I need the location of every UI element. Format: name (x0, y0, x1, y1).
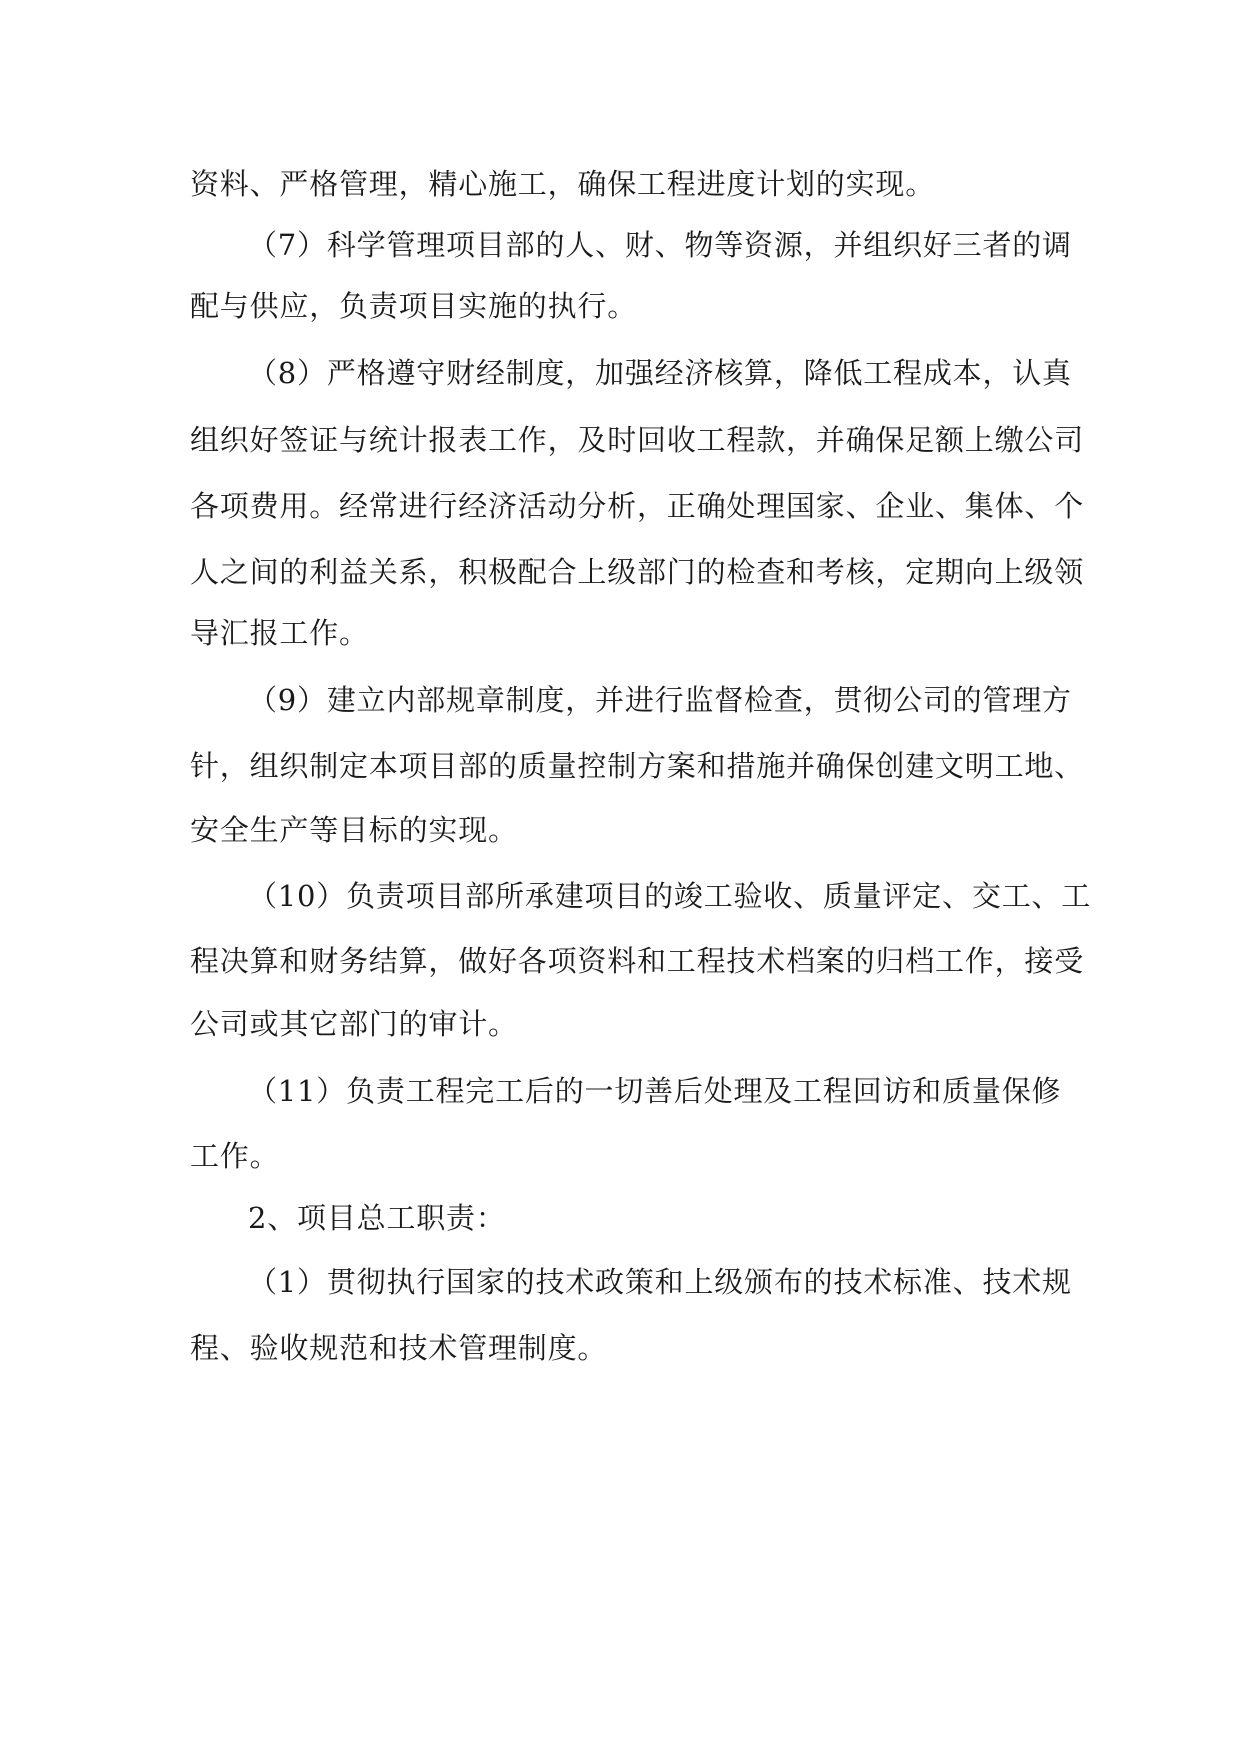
text-line: 程决算和财务结算，做好各项资料和工程技术档案的归档工作，接受 (190, 944, 1085, 978)
text-line: 资料、严格管理，精心施工，确保工程进度计划的实现。 (190, 167, 936, 201)
paragraph-1-line-1: （1）贯彻执行国家的技术政策和上级颁布的技术标准、技术规 (248, 1265, 1072, 1299)
section-heading: 2、项目总工职责： (248, 1201, 506, 1235)
paragraph-10-line-1: （10）负责项目部所承建项目的竣工验收、质量评定、交工、工 (248, 879, 1092, 913)
paragraph-8-line-1: （8）严格遵守财经制度，加强经济核算，降低工程成本，认真 (248, 356, 1072, 390)
paragraph-11-line-1: （11）负责工程完工后的一切善后处理及工程回访和质量保修 (248, 1074, 1062, 1108)
text-line: 组织好签证与统计报表工作，及时回收工程款，并确保足额上缴公司 (190, 423, 1085, 457)
text-line: 针，组织制定本项目部的质量控制方案和措施并确保创建文明工地、 (190, 749, 1085, 783)
text-line: 配与供应，负责项目实施的执行。 (190, 289, 638, 323)
text-line: 安全生产等目标的实现。 (190, 813, 518, 847)
text-line: 各项费用。经常进行经济活动分析，正确处理国家、企业、集体、个 (190, 489, 1085, 523)
text-line: 导汇报工作。 (190, 616, 369, 650)
text-line: 公司或其它部门的审计。 (190, 1007, 518, 1041)
paragraph-7-line-1: （7）科学管理项目部的人、财、物等资源，并组织好三者的调 (248, 228, 1072, 262)
text-line: 人之间的利益关系，积极配合上级部门的检查和考核，定期向上级领 (190, 555, 1085, 589)
text-line: 工作。 (190, 1139, 280, 1173)
paragraph-9-line-1: （9）建立内部规章制度，并进行监督检查，贯彻公司的管理方 (248, 683, 1072, 717)
text-line: 程、验收规范和技术管理制度。 (190, 1331, 608, 1365)
